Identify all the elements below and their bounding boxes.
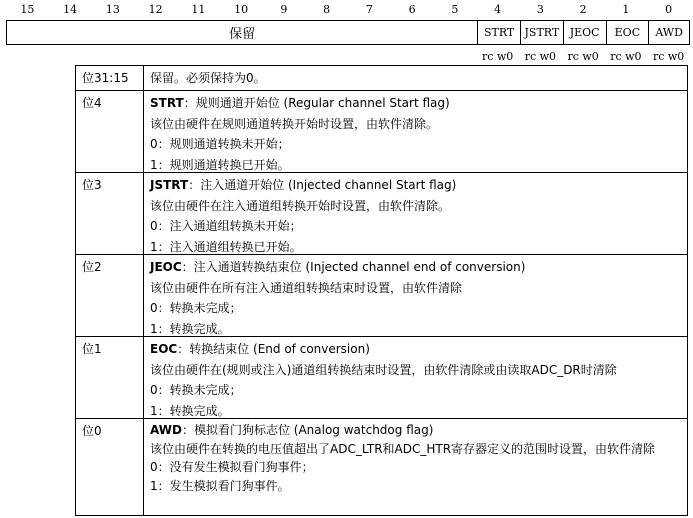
- description-line: 1：注入通道组转换已开始。: [150, 239, 302, 254]
- register-map: [6, 20, 690, 45]
- bit-number: 9: [280, 3, 288, 16]
- field-name: AWD: [150, 423, 182, 437]
- bit-label: 位0: [76, 419, 144, 515]
- bit-number: 11: [191, 3, 206, 16]
- description-line: 1：发生模拟看门狗事件。: [150, 478, 290, 493]
- bit-label: 位4: [76, 91, 144, 172]
- field-title: [150, 421, 681, 440]
- bit-description: [144, 91, 687, 172]
- bit-number: 13: [105, 3, 120, 16]
- field-title-text: ：转换结束位 (End of conversion): [177, 342, 370, 356]
- bit-number: 0: [665, 3, 673, 16]
- access-row: [6, 48, 690, 64]
- field-title: [150, 93, 681, 114]
- field-title: [150, 257, 681, 278]
- field-name: JSTRT: [150, 178, 189, 192]
- bit-number: 12: [148, 3, 163, 16]
- description-line: 该位由硬件在所有注入通道组转换结束时设置，由软件清除: [150, 280, 463, 295]
- bit-number-row: [6, 0, 690, 20]
- bit-number: 7: [365, 3, 373, 16]
- field-name: JEOC: [150, 260, 182, 274]
- field-jstrt: JSTRT: [520, 21, 563, 44]
- bit-description: [144, 255, 687, 336]
- description-line: 该位由硬件在规则通道转换开始时设置，由软件清除。: [150, 116, 439, 131]
- reserved-field: 保留: [229, 27, 256, 42]
- description-line: 0：转换未完成；: [150, 383, 242, 397]
- table-row: [76, 91, 687, 173]
- bit-description-table: [75, 65, 688, 516]
- bit-number: 3: [536, 3, 544, 16]
- field-jeoc: JEOC: [563, 21, 606, 44]
- field-name: EOC: [150, 342, 178, 356]
- description-text: 保留。必须保持为0。: [150, 71, 266, 85]
- access-strt: rc w0: [481, 50, 514, 63]
- field-title-text: ：规则通道开始位 (Regular channel Start flag): [183, 96, 450, 110]
- bit-number: 2: [579, 3, 587, 16]
- access-awd: rc w0: [652, 50, 685, 63]
- description-line: 该位由硬件在(规则或注入)通道组转换结束时设置，由软件清除或由读取ADC_DR时清除: [150, 362, 617, 377]
- field-title-text: ：模拟看门狗标志位 (Analog watchdog flag): [181, 423, 434, 437]
- field-title: [150, 175, 681, 196]
- bit-number: 5: [451, 3, 459, 16]
- description-line: 0：注入通道组转换未开始；: [150, 219, 302, 233]
- bit-number: 8: [323, 3, 331, 16]
- table-row: [76, 419, 687, 516]
- bit-number: 4: [494, 3, 502, 16]
- bit-description: [144, 337, 687, 418]
- description-line: 1：规则通道转换已开始。: [150, 157, 290, 172]
- bit-number: 6: [408, 3, 416, 16]
- bit-label: 位3: [76, 173, 144, 254]
- field-title: [150, 339, 681, 360]
- access-jeoc: rc w0: [567, 50, 599, 63]
- field-strt: STRT: [477, 21, 520, 44]
- bit-label: 位2: [76, 255, 144, 336]
- table-row: [76, 337, 687, 419]
- field-title-text: ：注入通道开始位 (Injected channel Start flag): [188, 178, 457, 192]
- bit-label: 位31:15: [76, 66, 144, 90]
- bit-number: 14: [63, 3, 78, 16]
- field-name: STRT: [150, 96, 184, 110]
- table-row: [76, 255, 687, 337]
- description-line: 0：转换未完成；: [150, 301, 242, 315]
- description-line: 该位由硬件在转换的电压值超出了ADC_LTR和ADC_HTR寄存器定义的范围时设置，由软件清除: [150, 441, 656, 456]
- table-row: [76, 66, 687, 91]
- bit-label: 位1: [76, 337, 144, 418]
- description-line: 1：转换完成。: [150, 403, 230, 418]
- bit-description: [144, 66, 687, 90]
- table-row: [76, 173, 687, 255]
- field-awd: AWD: [648, 21, 689, 44]
- bit-number: 15: [20, 3, 35, 16]
- description-line: 0：规则通道转换未开始；: [150, 137, 290, 151]
- bit-number: 10: [234, 3, 249, 16]
- description-line: 该位由硬件在注入通道组转换开始时设置，由软件清除。: [150, 198, 451, 213]
- description-line: 0：没有发生模拟看门狗事件；: [150, 460, 314, 474]
- description-line: 1：转换完成。: [150, 321, 230, 336]
- bit-number: 1: [622, 3, 630, 16]
- bit-description: [144, 173, 687, 254]
- field-eoc: EOC: [606, 21, 649, 44]
- field-title-text: ：注入通道转换结束位 (Injected channel end of conversion): [181, 260, 526, 274]
- access-jstrt: rc w0: [524, 50, 557, 63]
- bit-description: [144, 419, 687, 515]
- access-eoc: rc w0: [610, 50, 642, 63]
